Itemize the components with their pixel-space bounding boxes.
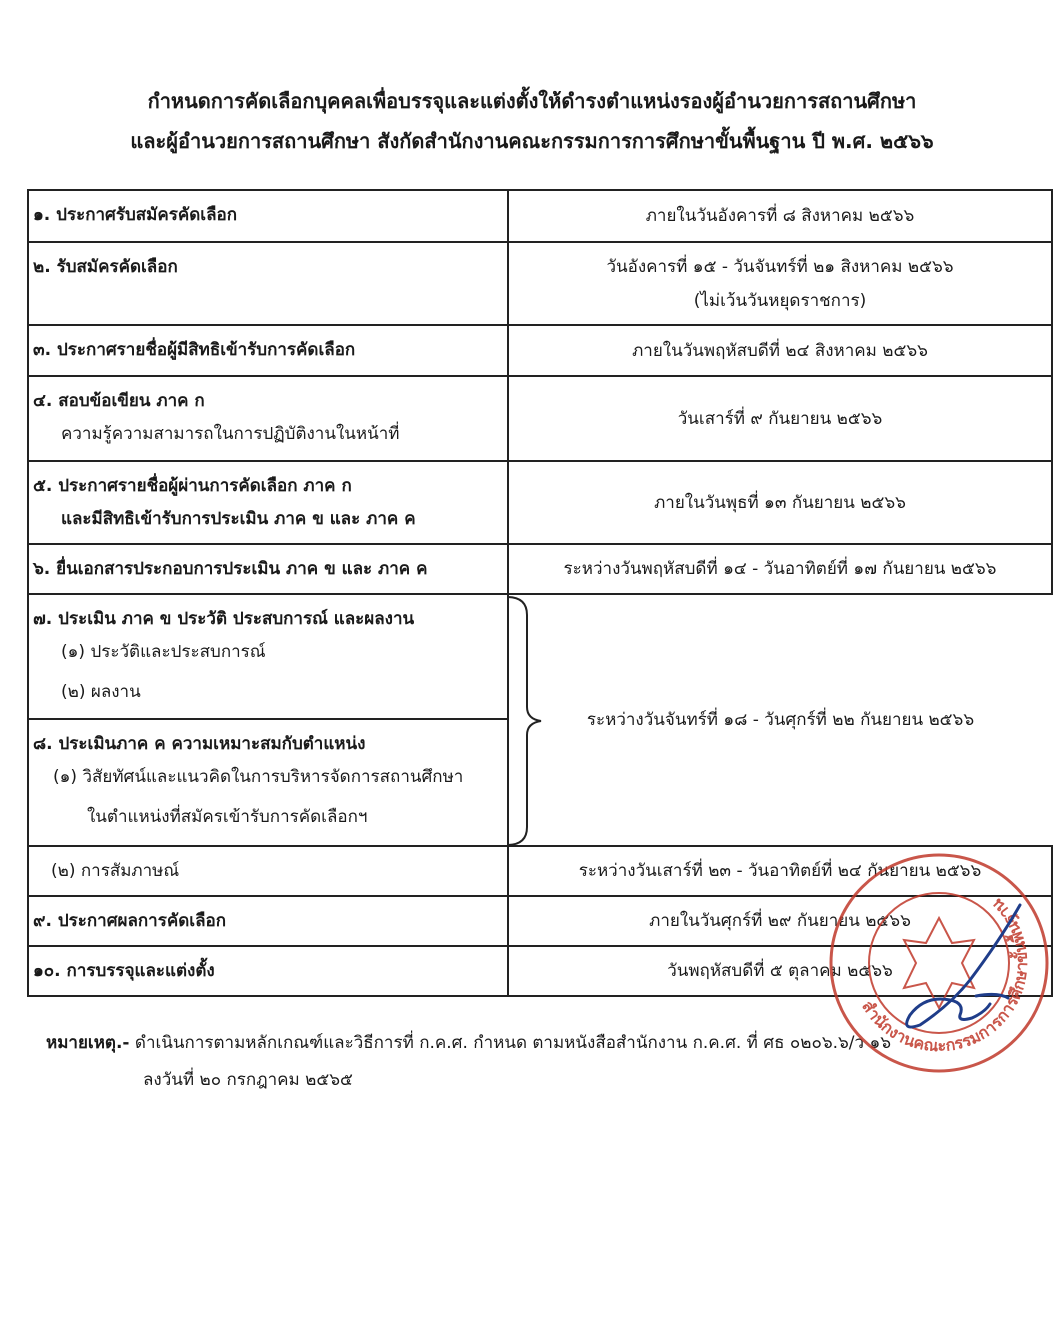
date-cell: ระหว่างวันเสาร์ที่ ๒๓ - วันอาทิตย์ที่ ๒๔ กันยายน ๒๕๖๖	[508, 846, 1052, 896]
date-cell: ภายในวันอังคารที่ ๘ สิงหาคม ๒๕๖๖	[508, 190, 1052, 242]
date-note: (ไม่เว้นวันหยุดราชการ)	[693, 290, 867, 311]
activity-text-2: และมีสิทธิเข้ารับการประเมิน ภาค ข และ ภาค ค	[61, 509, 416, 529]
table-row	[28, 544, 1052, 594]
date-cell-merged	[508, 594, 1052, 846]
date-cell: ภายในวันพฤหัสบดีที่ ๒๔ สิงหาคม ๒๕๖๖	[508, 325, 1052, 376]
activity-cell	[28, 461, 508, 544]
table-row	[28, 325, 1052, 376]
table-row	[28, 594, 1052, 719]
activity-cell: ๑๐. การบรรจุและแต่งตั้ง	[28, 946, 508, 996]
activity-sub-item: (๒) ผลงาน	[61, 682, 141, 702]
date-cell: ภายในวันศุกร์ที่ ๒๙ กันยายน ๒๕๖๖	[508, 896, 1052, 946]
date-text: ระหว่างวันจันทร์ที่ ๑๘ - วันศุกร์ที่ ๒๒ กันยายน ๒๕๖๖	[586, 710, 975, 730]
date-cell	[508, 242, 1052, 325]
svg-text:สำนักงานคณะกรรมการการศึกษาขั้น: สำนักงานคณะกรรมการการศึกษาขั้นพื้นฐาน	[858, 895, 1032, 1056]
table-row	[28, 376, 1052, 461]
activity-sub-item-cont: ในตำแหน่งที่สมัครเข้ารับการคัดเลือกฯ	[87, 807, 368, 827]
date-cell: วันพฤหัสบดีที่ ๕ ตุลาคม ๒๕๖๖	[508, 946, 1052, 996]
table-row	[28, 242, 1052, 325]
activity-cell: ๓. ประกาศรายชื่อผู้มีสิทธิเข้ารับการคัดเลือก	[28, 325, 508, 376]
brace-icon	[505, 595, 545, 847]
signature-icon	[880, 900, 1040, 1040]
footnote-line2: ลงวันที่ ๒๐ กรกฎาคม ๒๕๖๕	[143, 1070, 353, 1090]
date-cell: วันเสาร์ที่ ๙ กันยายน ๒๕๖๖	[508, 376, 1052, 461]
document-title-line1: กำหนดการคัดเลือกบุคคลเพื่อบรรจุและแต่งตั้งให้ดำรงตำแหน่งรองผู้อำนวยการสถานศึกษา	[147, 89, 917, 113]
activity-text: ๗. ประเมิน ภาค ข ประวัติ ประสบการณ์ และผลงาน	[33, 609, 415, 629]
activity-text: ๔. สอบข้อเขียน ภาค ก	[33, 391, 205, 411]
activity-cell	[28, 376, 508, 461]
footnote	[46, 1025, 891, 1061]
activity-text: ๕. ประกาศรายชื่อผู้ผ่านการคัดเลือก ภาค ก	[33, 476, 352, 496]
footnote-label: หมายเหตุ.-	[46, 1033, 130, 1053]
activity-cell: ๖. ยื่นเอกสารประกอบการประเมิน ภาค ข และ ภาค ค	[28, 544, 508, 594]
activity-detail: ความรู้ความสามารถในการปฏิบัติงานในหน้าที่	[61, 424, 400, 444]
activity-sub-item: (๑) วิสัยทัศน์และแนวคิดในการบริหารจัดการสถานศึกษา	[53, 767, 464, 787]
table-row	[28, 461, 1052, 544]
date-text: วันอังคารที่ ๑๕ - วันจันทร์ที่ ๒๑ สิงหาคม ๒๕๖๖	[606, 256, 954, 277]
activity-text: ๘. ประเมินภาค ค ความเหมาะสมกับตำแหน่ง	[33, 734, 366, 754]
activity-cell: ๑. ประกาศรับสมัครคัดเลือก	[28, 190, 508, 242]
table-row	[28, 190, 1052, 242]
activity-cell: (๒) การสัมภาษณ์	[28, 846, 508, 896]
activity-sub-item: (๑) ประวัติและประสบการณ์	[61, 642, 266, 662]
activity-cell: ๙. ประกาศผลการคัดเลือก	[28, 896, 508, 946]
date-cell: ภายในวันพุธที่ ๑๓ กันยายน ๒๕๖๖	[508, 461, 1052, 544]
activity-cell: ๒. รับสมัครคัดเลือก	[28, 242, 508, 325]
footnote-text: ดำเนินการตามหลักเกณฑ์และวิธีการที่ ก.ค.ศ. กำหนด ตามหนังสือสำนักงาน ก.ค.ศ. ที่ ศธ ๐๒๐๖.๖/ว ๑๖	[129, 1033, 892, 1053]
activity-cell	[28, 594, 508, 719]
activity-cell	[28, 719, 508, 846]
date-cell: ระหว่างวันพฤหัสบดีที่ ๑๔ - วันอาทิตย์ที่ ๑๗ กันยายน ๒๕๖๖	[508, 544, 1052, 594]
document-title-line2: และผู้อำนวยการสถานศึกษา สังกัดสำนักงานคณะกรรมการการศึกษาขั้นพื้นฐาน ปี พ.ศ. ๒๕๖๖	[130, 129, 934, 153]
